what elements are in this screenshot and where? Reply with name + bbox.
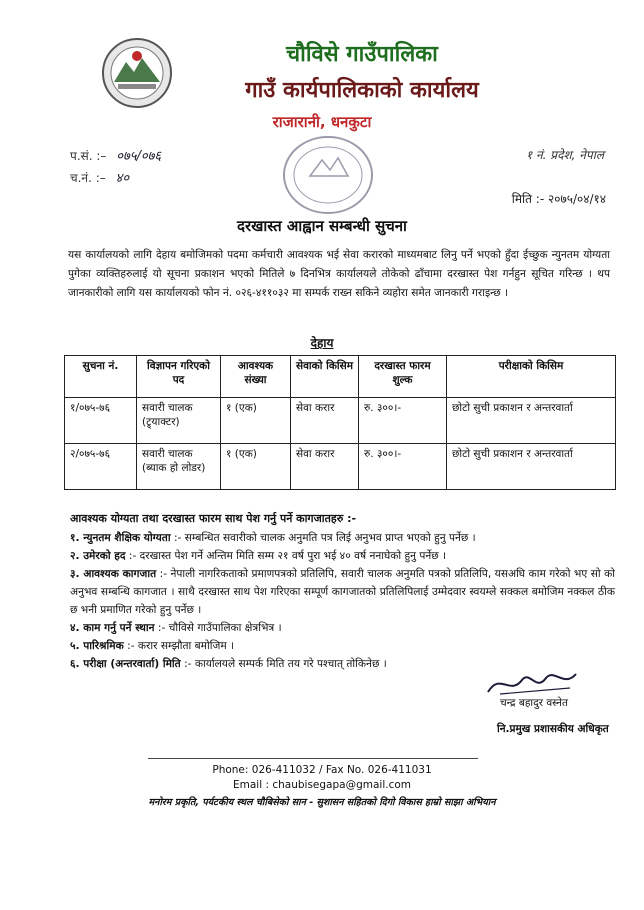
requirement-text: :- कार्यालयले सम्पर्क मिति तय गरे पश्चात् तोकिनेछ । [184, 658, 387, 670]
notice-title: दरखास्त आह्वान सम्बन्धी सुचना [237, 217, 407, 235]
list-item [70, 547, 615, 565]
requirements-heading: आवश्यक योग्यता तथा दरखास्त फारम साथ पेश गर्नु पर्ने कागजातहरु :- [70, 512, 357, 525]
table-cell: २/०७५-७६ [65, 444, 137, 490]
requirement-text: :- सम्बन्धित सवारीको चालक अनुमति पत्र लिई अनुभव प्राप्त भएको हुनु पर्नेछ । [173, 532, 476, 544]
table-cell: सेवा करार [291, 398, 359, 444]
dispatch-number-label: च.नं. :– [70, 171, 106, 185]
table-header: दरखास्त फारम शुल्क [359, 356, 447, 398]
footer-email: Email : chaubisegapa@gmail.com [233, 779, 411, 791]
dispatch-number-value: ४० [115, 171, 130, 186]
requirement-text: :- दरखास्त पेश गर्ने अन्तिम मिति सम्म २१ वर्ष पुरा भई ४० वर्ष ननाघेको हुनु पर्नेछ । [128, 550, 447, 562]
requirement-label: १. न्युनतम शैक्षिक योग्यता [70, 532, 171, 544]
requirement-text: :- चौविसे गाउँपालिका क्षेत्रभित्र । [157, 622, 282, 634]
dispatch-number [70, 168, 129, 186]
letter-number-label: प.सं. :– [70, 149, 107, 163]
municipality-name: चौविसे गाउँपालिका [286, 42, 438, 67]
table-cell: १ (एक) [221, 444, 291, 490]
table-header: आवश्यक संख्या [221, 356, 291, 398]
office-name: गाउँ कार्यपालिकाको कार्यालय [245, 78, 479, 103]
table-cell: १ (एक) [221, 398, 291, 444]
notice-date: मिति :- २०७५/०४/१४ [511, 192, 606, 206]
schedule-heading: देहाय [310, 336, 334, 350]
table-header: परीक्षाको किसिम [447, 356, 616, 398]
table-cell: सेवा करार [291, 444, 359, 490]
vacancy-table [64, 355, 616, 490]
table-cell: छोटो सुची प्रकाशन र अन्तरवार्ता [447, 444, 616, 490]
letter-number [70, 146, 161, 164]
table-cell: रु. ३००।- [359, 398, 447, 444]
office-stamp-icon [280, 132, 376, 218]
table-row [65, 398, 616, 444]
requirement-label: ४. काम गर्नु पर्ने स्थान [70, 622, 155, 634]
footer-phone: Phone: 026-411032 / Fax No. 026-411031 [212, 764, 432, 776]
table-cell: रु. ३००।- [359, 444, 447, 490]
letter-number-value: ०७५/०७६ [116, 149, 162, 164]
list-item [70, 619, 615, 637]
requirements-list [70, 529, 615, 673]
footer-divider [148, 758, 478, 759]
requirement-text: :- नेपाली नागरिकताको प्रमाणपत्रको प्रतिलिपि, सवारी चालक अनुमति पत्रको प्रतिलिपि, यसअघि काम गरेको भए सो को अनुभव सम्बन्धि कागजात । साथै दरखास्त साथ पेश गरिएका सम्पूर्ण कागजातको प्रतिलिपिलाई उम्मेदवार स्वयम्ले सक्कल बमोजिम नक्कल ठीक छ भनी प्रमाणित गरेको हुनु पर्नेछ । [70, 568, 615, 616]
table-cell: सवारी चालक (ट्र्याक्टर) [137, 398, 221, 444]
office-address: राजारानी, धनकुटा [272, 113, 372, 131]
requirement-label: ५. पारिश्रमिक [70, 640, 124, 652]
table-header: सुचना नं. [65, 356, 137, 398]
table-cell: १/०७५-७६ [65, 398, 137, 444]
requirement-label: ३. आवश्यक कागजात [70, 568, 157, 580]
requirement-label: ६. परीक्षा (अन्तरवार्ता) मिति [70, 658, 181, 670]
table-header: विज्ञापन गरिएको पद [137, 356, 221, 398]
table-cell: छोटो सुची प्रकाशन र अन्तरवार्ता [447, 398, 616, 444]
table-header: सेवाको किसिम [291, 356, 359, 398]
signatory-designation: नि.प्रमुख प्रशासकीय अधिकृत [497, 723, 609, 735]
table-cell: सवारी चालक (ब्याक हो लोडर) [137, 444, 221, 490]
list-item [70, 565, 615, 619]
footer-slogan: मनोरम प्रकृति, पर्यटकीय स्थल चौबिसेको सान - सुशासन सहितको दिगो विकास हाम्रो साझा अभियान [148, 797, 496, 808]
list-item [70, 637, 615, 655]
signatory-name: चन्द्र बहादुर वस्नेत [500, 697, 568, 709]
province-label: १ नं. प्रदेश, नेपाल [525, 148, 604, 162]
table-header-row [65, 356, 616, 398]
requirement-text: :- करार सम्झौता बमोजिम । [127, 640, 235, 652]
intro-paragraph: यस कार्यालयको लागि देहाय बमोजिमको पदमा कर्मचारी आवश्यक भई सेवा करारको माध्यमबाट लिनु पर्ने भएको हुँदा ईच्छुक न्युनतम योग्यता पुगेका व्यक्तिहरुलाई यो सूचना प्रकाशन भएको मितिले ७ दिनभित्र कार्यालयले तोकेको ढाँचामा दरखास्त पेश गर्नहुन सूचित गरिन्छ । थप जानकारीको लागि यस कार्यालयको फोन नं. ०२६-४११०३२ मा सम्पर्क राख्न सकिने व्यहोरा समेत जानकारी गराइन्छ । [68, 249, 610, 299]
requirement-label: २. उमेरको हद [70, 550, 126, 562]
list-item [70, 529, 615, 547]
table-row [65, 444, 616, 490]
